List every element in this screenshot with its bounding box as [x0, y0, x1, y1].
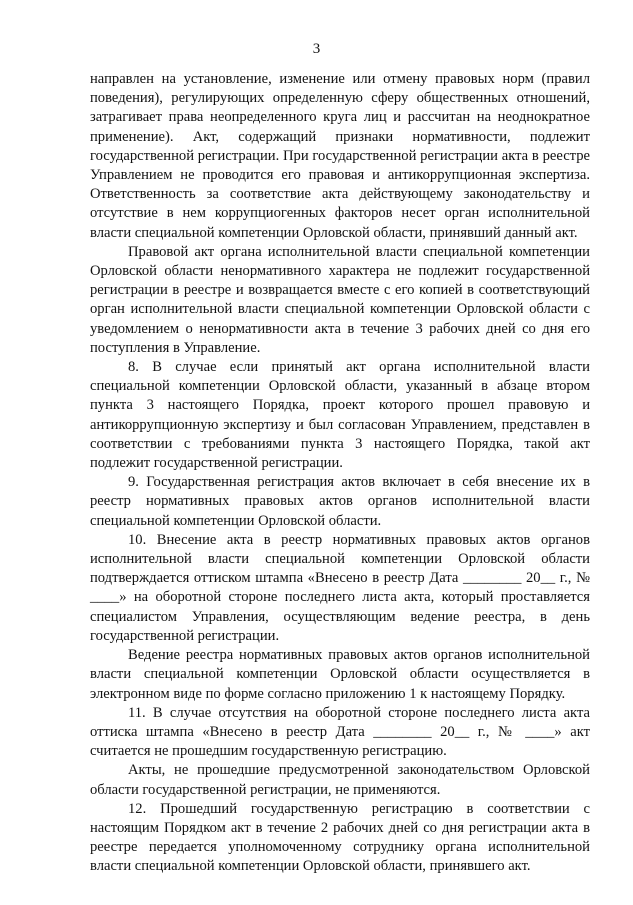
paragraph-unregistered-acts: Акты, не прошедшие предусмотренной законодательством Орловской области государственной регистрации, не применяются. — [90, 762, 590, 798]
paragraph-item-10: 10. Внесение акта в реестр нормативных правовых актов органов исполнительной власти специальной компетенции Орловской области подтверждается оттиском штампа «Внесено в реестр Дата ________ 20__ г., № ____» на оборотной стороне последнего листа акта, который проставляется специалистом Управления, осуществляющим ведение реестра, в день государственной регистрации. — [90, 531, 590, 644]
paragraph-item-11: 11. В случае отсутствия на оборотной стороне последнего листа акта оттиска штампа «Внесено в реестр Дата ________ 20__ г., № ____» акт считается не прошедшим государственную регистрацию. — [90, 704, 590, 760]
paragraph-non-normative-acts: Правовой акт органа исполнительной власти специальной компетенции Орловской области ненормативного характера не подлежит государственной регистрации в реестре и возвращается вместе с его копией в соответствующий орган исполнительной власти специальной компетенции Орловской области с уведомлением о ненормативности акта в течение 3 рабочих дней со дня его поступления в Управление. — [90, 243, 590, 356]
page-number: 3 — [312, 41, 321, 57]
paragraph-item-9: 9. Государственная регистрация актов включает в себя внесение их в реестр нормативных правовых актов органов исполнительной власти специальной компетенции Орловской области. — [90, 474, 590, 529]
paragraph-registry-maintenance: Ведение реестра нормативных правовых актов органов исполнительной власти специальной компетенции Орловской области осуществляется в электронном виде по форме согласно приложению 1 к настоящему Порядку. — [90, 647, 590, 702]
document-body — [90, 70, 590, 877]
paragraph-item-12: 12. Прошедший государственную регистрацию в соответствии с настоящим Порядком акт в течение 2 рабочих дней со дня регистрации акта в реестре передается уполномоченному сотруднику органа исполнительной власти специальной компетенции Орловской области, принявшего акт. — [90, 800, 590, 875]
paragraph-continuation: направлен на установление, изменение или отмену правовых норм (правил поведения), регулирующих определенную сферу общественных отношений, затрагивает права неопределенного круга лиц и рассчитан на неоднократное применение). Акт, содержащий признаки нормативности, подлежит государственной регистрации. При государственной регистрации акта в реестре Управлением не проводится его правовая и антикоррупционная экспертиза. Ответственность за соответствие акта действующему законодательству и отсутствие в нем коррупциогенных факторов несет орган исполнительной власти специальной компетенции Орловской области, принявший данный акт. — [90, 71, 590, 241]
paragraph-item-8: 8. В случае если принятый акт органа исполнительной власти специальной компетенции Орловской области, указанный в абзаце втором пункта 3 настоящего Порядка, проект которого прошел правовую и антикоррупционную экспертизу и был согласован Управлением, представлен в соответствии с требованиями пункта 3 настоящего Порядка, такой акт подлежит государственной регистрации. — [90, 359, 590, 472]
